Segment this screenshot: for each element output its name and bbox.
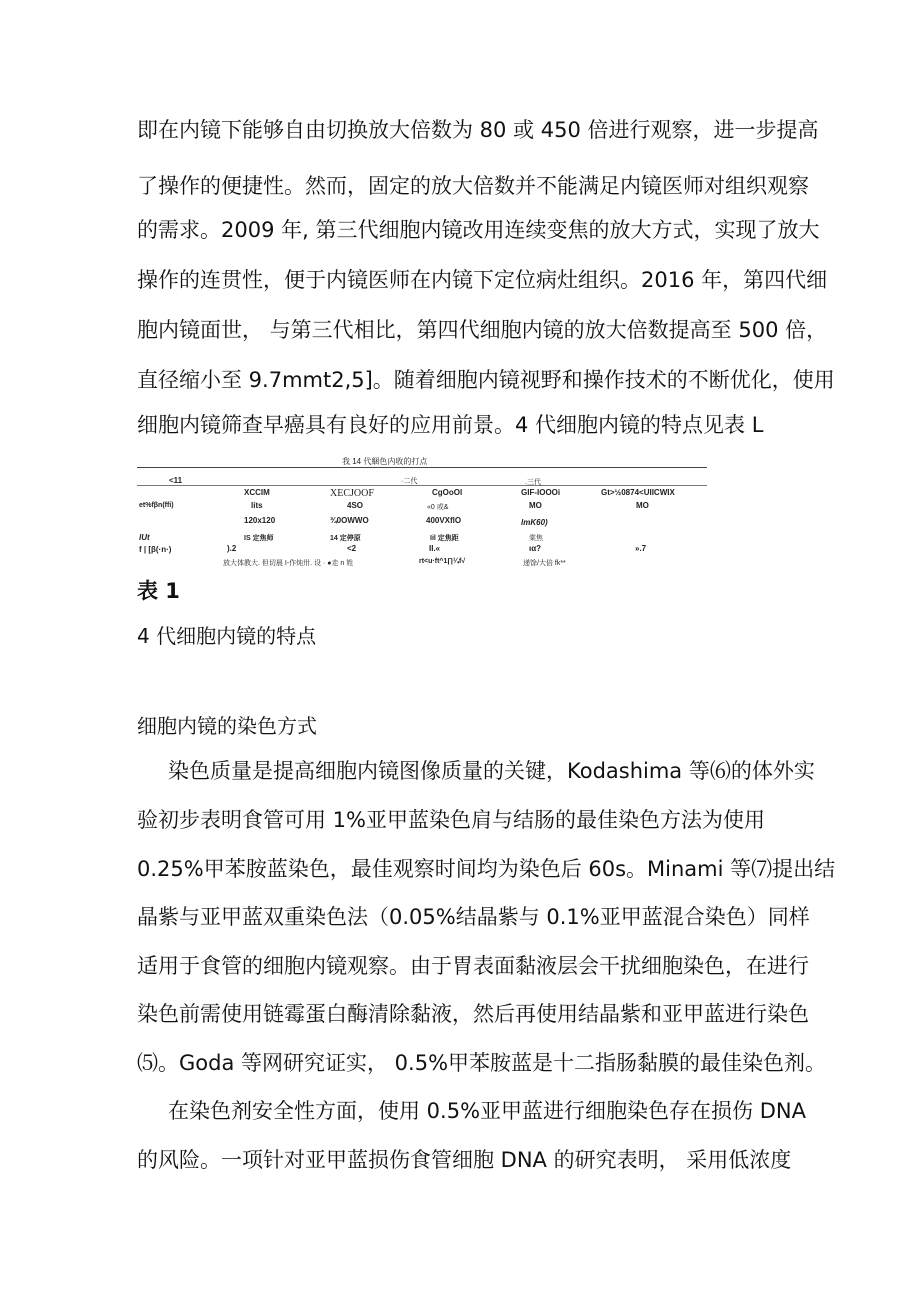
table-header-cell: .三代 [525,479,541,486]
text-line: 在染色剂安全性方面，使用 0.5%亚甲蓝进行细胞染色存在损伤 DNA [168,1099,806,1123]
table-cell: 放大体教大. 但切晨 I-作炖卅. 设 · ●走 n 姓 [223,560,354,567]
text-line: 即在内镜下能够自由切换放大倍数为 80 或 450 倍进行观察，进一步提高 [137,118,819,142]
table-cell: 400VXflO [426,516,462,525]
text-line: 的风险。一项针对亚甲蓝损伤食管细胞 DNA 的研究表明， 采用低浓度 [137,1148,792,1172]
text-line: 0.25%甲苯胺蓝染色，最佳观察时间均为染色后 60s。Minami 等⑺提出结 [137,857,836,881]
table-cell: Gt>½0874<UIICWIX [601,488,675,497]
table-cell: 棠焦 [529,535,543,542]
table-cell: ».7 [635,544,647,553]
table-cell: GIF-IOOOi [521,488,561,497]
table-row-label: lUt [139,533,150,542]
table-row-label: f | [β(·n·) [139,545,172,554]
table-caption-title: 表 1 [137,579,180,603]
text-line: 验初步表明食管可用 1%亚甲蓝染色肩与结肠的最佳染色方法为使用 [137,808,765,832]
features-table [137,454,707,570]
text-line: 操作的连贯性，便于内镜医师在内镜下定位病灶组织。2016 年，第四代细 [137,268,828,292]
table-cell: «0 或& [427,504,449,511]
table-cell: 120x120 [244,516,276,525]
table-header-rule [137,485,707,486]
table-cell: MO [529,501,542,510]
table-cell: CgOoOl [432,488,463,497]
text-line: 染色质量是提高细胞内镜图像质量的关键，Kodashima 等⑹的体外实 [168,759,815,783]
table-cell: XECJOOF [330,488,374,499]
text-line: 胞内镜面世， 与第三代相比，第四代细胞内镜的放大倍数提高至 500 倍， [137,318,828,342]
table-cell: 4SO [347,501,364,510]
table-cell: 递馀/大倍 fk** [523,560,566,567]
text-line: 适用于食管的细胞内镜观察。由于胃表面黏液层会干扰细胞染色，在进行 [137,954,809,978]
text-line: 细胞内镜筛查早癌具有良好的应用前景。4 代细胞内镜的特点见表 L [137,413,764,437]
text-line: 的需求。2009 年, 第三代细胞内镜改用连续变焦的放大方式，实现了放大 [137,218,820,242]
table-cell: rt<u·ft^1∏¼f√ [419,558,466,565]
text-line: 直径缩小至 9.7mmt2,5]。随着细胞内镜视野和操作技术的不断优化，使用 [137,368,835,392]
table-cell: ια? [529,544,542,553]
table-top-rule [137,467,707,468]
table-cell: IS 定焦师 [244,535,274,542]
text-line: 晶紫与亚甲蓝双重染色法（0.05%结晶紫与 0.1%亚甲蓝混合染色）同样 [137,905,810,929]
table-header-cell: ·二代 [401,478,418,485]
table-cell: XCCIM [244,488,270,497]
table-title: 我 14 代綑色内收的打点 [342,457,428,466]
table-cell: 14 定停原 [330,535,361,542]
table-header-cell: <11 [169,476,183,485]
table-cell: II.« [429,544,441,553]
text-line: 了操作的便捷性。然而，固定的放大倍数并不能满足内镜医师对组织观察 [137,174,809,198]
table-cell: ).2 [227,544,237,553]
table-row-label: et%fβn(ffi) [139,502,174,509]
table-cell: lmK60) [521,518,548,527]
text-line: 染色前需使用链霉蛋白酶清除黏液，然后再使用结晶紫和亚甲蓝进行染色 [137,1002,809,1026]
table-cell: Iil 定焦距 [430,535,459,542]
table-cell: ¾0OWWO [330,516,369,525]
table-caption-text: 4 代细胞内镜的特点 [137,624,317,648]
text-line: ⑸。Goda 等网研究证实， 0.5%甲苯胺蓝是十二指肠黏膜的最佳染色剂。 [137,1051,827,1075]
table-cell: lits [251,501,263,510]
table-cell: MO [636,501,649,510]
section-heading: 细胞内镜的染色方式 [137,714,317,738]
table-cell: <2 [347,544,357,553]
